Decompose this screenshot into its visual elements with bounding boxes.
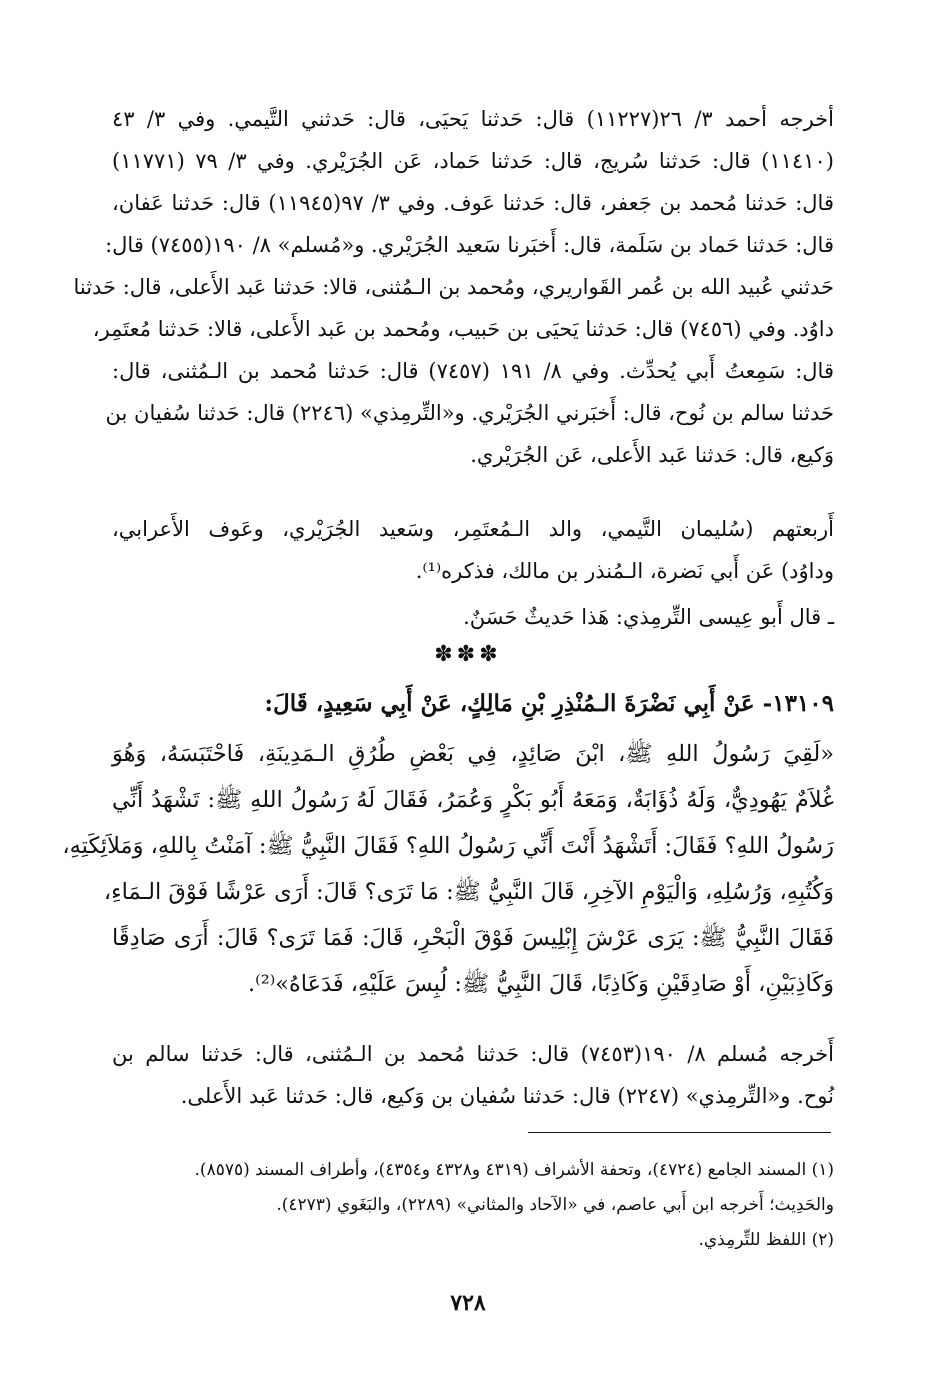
text-line: ـ قال أَبو عِيسى التِّرمِذي: هَذا حَديثٌ حَسَنٌ.: [463, 605, 834, 629]
page-number: ٧٢٨: [450, 1290, 486, 1316]
hadith-line: فَقَالَ النَّبِيُّ ﷺ: يَرَى عَرْشَ إِبْلِيسَ فَوْقَ الْبَحْرِ، قَالَ: فَمَا تَرَى؟ قَالَ: أَرَى صَادِقًا: [112, 925, 834, 951]
section-separator: ✽✽✽: [434, 642, 502, 667]
text-line: أَخرجه مُسلم ٨/ ١٩٠(٧٤٥٣) قال: حَدثنا مُحمد بن الـمُثنى، قال: حَدثنا سالم بن: [112, 1042, 834, 1066]
hadith-line: وَكُتُبِهِ، وَرُسُلِهِ، وَالْيَوْمِ الآخِرِ، قَالَ النَّبِيُّ ﷺ: مَا تَرَى؟ قَالَ: أَرَى عَرْشًا فَوْقَ الـمَاءِ،: [103, 879, 834, 905]
text-line: حَدثني عُبيد الله بن عُمر القَواريري، ومُحمد بن الـمُثنى، قالا: حَدثنا عَبد الأَعلى، قال: حَدثنا: [73, 275, 834, 299]
text-line: داوُد. وفي (٧٤٥٦) قال: حَدثنا يَحيَى بن حَبيب، ومُحمد بن عَبد الأَعلى، قالا: حَدثنا مُعتَمِر،: [92, 317, 834, 341]
text-line: أخرجه أحمد ٣/ ٢٦(١١٢٢٧) قال: حَدثنا يَحيَى، قال: حَدثني التَّيمي. وفي ٣/ ٤٣: [112, 107, 834, 131]
footnote-line: والحَدِيث؛ أَخرجه ابن أَبي عاصم، في «الآحاد والمثاني» (٢٢٨٩)، والبَغَوي (٤٢٧٣).: [276, 1195, 834, 1215]
tirmidhi-note: [112, 596, 834, 638]
text-line: حَدثنا سالم بن نُوح، قال: أَخبَرني الجُرَيْري. و«التِّرمِذي» (٢٢٤٦) قال: حَدثنا سُفيان بن: [105, 401, 834, 425]
footnote-line: (٢) اللفظ للتِّرمِذي.: [698, 1230, 834, 1250]
hadith-number-line: ١٣١٠٩- عَنْ أَبِي نَضْرَةَ الـمُنْذِرِ بْنِ مَالِكٍ، عَنْ أَبِي سَعِيدٍ، قَالَ:: [264, 690, 834, 717]
text-line: قال: حَدثنا حَماد بن سَلَمة، قال: أَخبَرنا سَعيد الجُرَيْري. و«مُسلم» ٨/ ١٩٠(٧٤٥٥) قال:: [105, 233, 834, 257]
text-line: وَكيع، قال: حَدثنا عَبد الأَعلى، عَن الجُرَيْري.: [470, 443, 834, 467]
text-line: قال: حَدثنا مُحمد بن جَعفر، قال: حَدثنا عَوف. وفي ٣/ ٩٧(١١٩٤٥) قال: حَدثنا عَفان،: [112, 191, 834, 215]
summary-paragraph: [112, 508, 834, 592]
hadith-line: رَسُولُ اللهِ؟ فَقَالَ: أَتَشْهَدُ أَنْتَ أَنِّي رَسُولُ اللهِ؟ فَقَالَ النَّبِيُّ ﷺ: آمَنْتُ بِاللهِ، وَمَلاَئِكَتِهِ،: [62, 833, 834, 859]
takhrij-paragraph-2: [112, 1033, 834, 1117]
hadith-line: وَكَاذِبَيْنِ، أَوْ صَادِقَيْنِ وَكَاذِبًا، قَالَ النَّبِيُّ ﷺ: لُبِسَ عَلَيْهِ، فَدَعَاهُ»⁽²⁾.: [248, 971, 834, 997]
footnote-line: (١) المسند الجامع (٤٧٢٤)، وتحفة الأشراف (٤٣١٩ و٤٣٢٨ و٤٣٥٤)، وأطراف المسند (٨٥٧٥).: [194, 1160, 834, 1180]
takhrij-paragraph-1: [73, 98, 834, 476]
hadith-line: غُلاَمٌ يَهُودِيٌّ، وَلَهُ ذُؤَابَةٌ، وَمَعَهُ أَبُو بَكْرٍ وَعُمَرُ، فَقَالَ لَهُ رَسُولُ اللهِ ﷺ: تَشْهَدُ أَنِّي: [112, 787, 834, 813]
hadith-header: [112, 681, 834, 727]
text-line: (١١٤١٠) قال: حَدثنا سُريج، قال: حَدثنا حَماد، عَن الجُرَيْري. وفي ٣/ ٧٩ (١١٧٧١): [112, 149, 834, 173]
text-line: وداوُد) عَن أَبي نَضرة، الـمُنذر بن مالك، فذكره⁽¹⁾.: [415, 559, 834, 583]
text-line: قال: سَمِعتُ أَبي يُحدِّث. وفي ٨/ ١٩١ (٧٤٥٧) قال: حَدثنا مُحمد بن الـمُثنى، قال:: [112, 359, 834, 383]
hadith-text: [62, 731, 834, 1007]
text-line: نُوح. و«التِّرمِذي» (٢٢٤٧) قال: حَدثنا سُفيان بن وَكيع، قال: حَدثنا عَبد الأَعلى.: [180, 1084, 834, 1108]
hadith-line: «لَقِيَ رَسُولُ اللهِ ﷺ، ابْنَ صَائِدٍ، فِي بَعْضِ طُرُقِ الـمَدِينَةِ، فَاحْتَبَسَهُ، وَهُوَ: [112, 741, 834, 767]
footnotes: [112, 1153, 834, 1258]
text-line: أَربعتهم (سُليمان التَّيمي، والد الـمُعتَمِر، وسَعيد الجُرَيْري، وعَوف الأَعرابي،: [112, 517, 834, 541]
footnote-divider: [528, 1132, 831, 1133]
